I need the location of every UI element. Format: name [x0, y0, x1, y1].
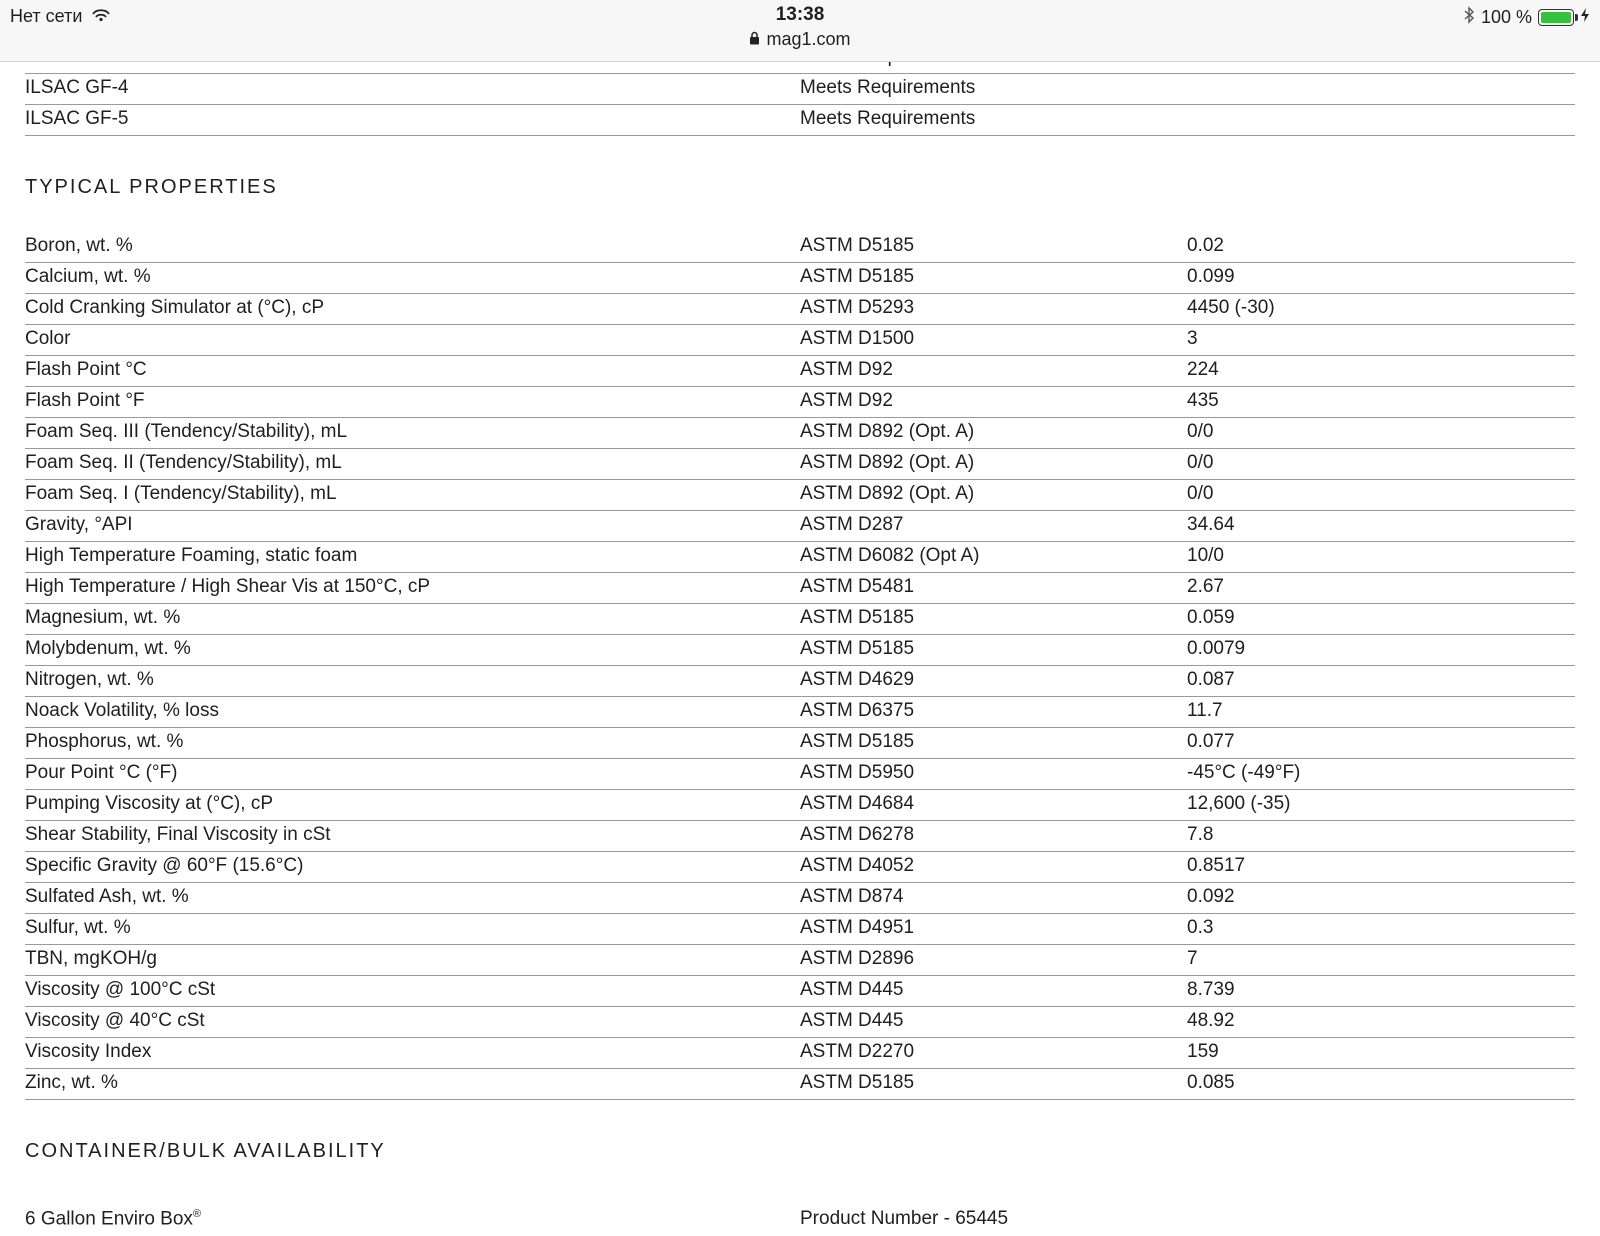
table-row — [25, 697, 1575, 728]
property-name: Viscosity Index — [25, 1041, 152, 1062]
status-bar — [0, 0, 1600, 62]
property-value: 12,600 (-35) — [1187, 793, 1291, 814]
property-name: Magnesium, wt. % — [25, 607, 181, 628]
test-method: ASTM D2896 — [800, 948, 915, 969]
property-value: 2.67 — [1187, 576, 1224, 597]
address-bar[interactable] — [0, 29, 1600, 50]
spec-name: ILSAC GF-4 — [25, 77, 129, 98]
property-value: 11.7 — [1187, 700, 1223, 721]
container-availability-heading: CONTAINER/BULK AVAILABILITY — [25, 1140, 386, 1162]
table-row — [25, 790, 1575, 821]
battery-fill — [1541, 12, 1571, 23]
property-name: High Temperature Foaming, static foam — [25, 545, 358, 566]
property-name: Flash Point °C — [25, 359, 147, 380]
property-value: 0/0 — [1187, 452, 1214, 473]
property-name: Molybdenum, wt. % — [25, 638, 191, 659]
property-name: Foam Seq. II (Tendency/Stability), mL — [25, 452, 342, 473]
test-method: ASTM D1500 — [800, 328, 915, 349]
property-name: Nitrogen, wt. % — [25, 669, 154, 690]
table-row — [25, 542, 1575, 573]
test-method: ASTM D92 — [800, 359, 893, 380]
property-name: Foam Seq. III (Tendency/Stability), mL — [25, 421, 348, 442]
typical-properties-table — [25, 232, 1575, 1100]
property-value: 0.087 — [1187, 669, 1235, 690]
table-row — [25, 480, 1575, 511]
test-method: ASTM D4684 — [800, 793, 915, 814]
container-row — [25, 1196, 1575, 1236]
charging-icon — [1580, 7, 1590, 28]
test-method: ASTM D5185 — [800, 607, 915, 628]
property-value: 435 — [1187, 390, 1219, 411]
property-name: Shear Stability, Final Viscosity in cSt — [25, 824, 331, 845]
table-row — [25, 666, 1575, 697]
table-row — [25, 1069, 1575, 1100]
url-text[interactable]: mag1.com — [766, 29, 851, 49]
battery-icon — [1538, 9, 1574, 26]
status-right — [1463, 6, 1590, 29]
spec-name: ILSAC GF-5 — [25, 108, 129, 129]
test-method: ASTM D892 (Opt. A) — [800, 421, 975, 442]
table-row — [25, 821, 1575, 852]
property-name: Viscosity @ 40°C cSt — [25, 1010, 205, 1031]
test-method: ASTM D874 — [800, 886, 904, 907]
property-value: 7.8 — [1187, 824, 1214, 845]
property-name: Cold Cranking Simulator at (°C), cP — [25, 297, 325, 318]
test-method: ASTM D4629 — [800, 669, 915, 690]
network-status: Нет сети — [10, 6, 83, 26]
table-row — [25, 232, 1575, 263]
property-name: Zinc, wt. % — [25, 1072, 118, 1093]
property-name: Color — [25, 328, 71, 349]
page-content — [25, 42, 1575, 1236]
test-method: ASTM D92 — [800, 390, 893, 411]
table-row — [25, 573, 1575, 604]
registered-mark: ® — [192, 1208, 202, 1220]
lock-icon — [749, 29, 760, 50]
table-row — [25, 74, 1575, 105]
property-name: TBN, mgKOH/g — [25, 948, 157, 969]
test-method: ASTM D5481 — [800, 576, 915, 597]
test-method: ASTM D287 — [800, 514, 904, 535]
test-method: ASTM D4951 — [800, 917, 915, 938]
table-row — [25, 387, 1575, 418]
property-name: Specific Gravity @ 60°F (15.6°C) — [25, 855, 304, 876]
status-center — [0, 4, 1600, 50]
property-name: Noack Volatility, % loss — [25, 700, 219, 721]
test-method: ASTM D5185 — [800, 1072, 915, 1093]
property-value: 8.739 — [1187, 979, 1235, 1000]
test-method: ASTM D5293 — [800, 297, 915, 318]
test-method: ASTM D445 — [800, 979, 904, 1000]
table-row — [25, 635, 1575, 666]
property-name: Pumping Viscosity at (°C), cP — [25, 793, 273, 814]
table-row — [25, 945, 1575, 976]
property-value: 34.64 — [1187, 514, 1235, 535]
property-value: 224 — [1187, 359, 1219, 380]
property-value: 7 — [1187, 948, 1198, 969]
clock: 13:38 — [775, 4, 825, 25]
table-row — [25, 1038, 1575, 1069]
test-method: ASTM D5950 — [800, 762, 915, 783]
property-name: Boron, wt. % — [25, 235, 133, 256]
property-name: Foam Seq. I (Tendency/Stability), mL — [25, 483, 337, 504]
property-value: 159 — [1187, 1041, 1219, 1062]
test-method: ASTM D445 — [800, 1010, 904, 1031]
property-value: 0/0 — [1187, 483, 1214, 504]
test-method: ASTM D2270 — [800, 1041, 915, 1062]
table-row — [25, 263, 1575, 294]
test-method: ASTM D5185 — [800, 266, 915, 287]
container-table — [25, 1196, 1575, 1236]
property-name: High Temperature / High Shear Vis at 150°C, cP — [25, 576, 431, 597]
test-method: ASTM D892 (Opt. A) — [800, 483, 975, 504]
bluetooth-icon — [1463, 6, 1475, 29]
property-name: Calcium, wt. % — [25, 266, 151, 287]
table-row — [25, 728, 1575, 759]
table-row — [25, 105, 1575, 136]
property-value: 0/0 — [1187, 421, 1214, 442]
property-value: -45°C (-49°F) — [1187, 762, 1301, 783]
property-value: 0.077 — [1187, 731, 1235, 752]
product-number: Product Number - 65445 — [800, 1208, 1009, 1229]
property-name: Sulfur, wt. % — [25, 917, 131, 938]
table-row — [25, 449, 1575, 480]
test-method: ASTM D6082 (Opt A) — [800, 545, 980, 566]
test-method: ASTM D5185 — [800, 235, 915, 256]
property-name: Flash Point °F — [25, 390, 145, 411]
test-method: ASTM D892 (Opt. A) — [800, 452, 975, 473]
table-row — [25, 1007, 1575, 1038]
property-value: 0.0079 — [1187, 638, 1246, 659]
property-name: Pour Point °C (°F) — [25, 762, 178, 783]
property-name: Phosphorus, wt. % — [25, 731, 184, 752]
property-value: 4450 (-30) — [1187, 297, 1275, 318]
property-value: 3 — [1187, 328, 1198, 349]
table-row — [25, 356, 1575, 387]
test-method: ASTM D6278 — [800, 824, 915, 845]
table-row — [25, 914, 1575, 945]
property-value: 48.92 — [1187, 1010, 1235, 1031]
test-method: ASTM D4052 — [800, 855, 915, 876]
property-value: 10/0 — [1187, 545, 1224, 566]
battery-percent: 100 % — [1480, 7, 1532, 27]
table-row — [25, 759, 1575, 790]
spec-value: Meets Requirements — [800, 77, 976, 98]
property-value: 0.3 — [1187, 917, 1214, 938]
property-value: 0.085 — [1187, 1072, 1235, 1093]
table-row — [25, 325, 1575, 356]
property-value: 0.099 — [1187, 266, 1235, 287]
table-row — [25, 852, 1575, 883]
property-name: Gravity, °API — [25, 514, 133, 535]
property-value: 0.092 — [1187, 886, 1235, 907]
property-value: 0.02 — [1187, 235, 1224, 256]
table-row — [25, 883, 1575, 914]
property-value: 0.8517 — [1187, 855, 1246, 876]
spec-value: Meets Requirements — [800, 108, 976, 129]
table-row — [25, 294, 1575, 325]
table-row — [25, 511, 1575, 542]
container-name-text: 6 Gallon Enviro Box — [25, 1208, 193, 1230]
table-row — [25, 418, 1575, 449]
typical-properties-heading: TYPICAL PROPERTIES — [25, 176, 278, 198]
property-value: 0.059 — [1187, 607, 1235, 628]
table-row — [25, 976, 1575, 1007]
container-name — [25, 1208, 201, 1230]
table-row — [25, 604, 1575, 635]
test-method: ASTM D5185 — [800, 638, 915, 659]
test-method: ASTM D6375 — [800, 700, 915, 721]
property-name: Viscosity @ 100°C cSt — [25, 979, 216, 1000]
property-name: Sulfated Ash, wt. % — [25, 886, 189, 907]
test-method: ASTM D5185 — [800, 731, 915, 752]
